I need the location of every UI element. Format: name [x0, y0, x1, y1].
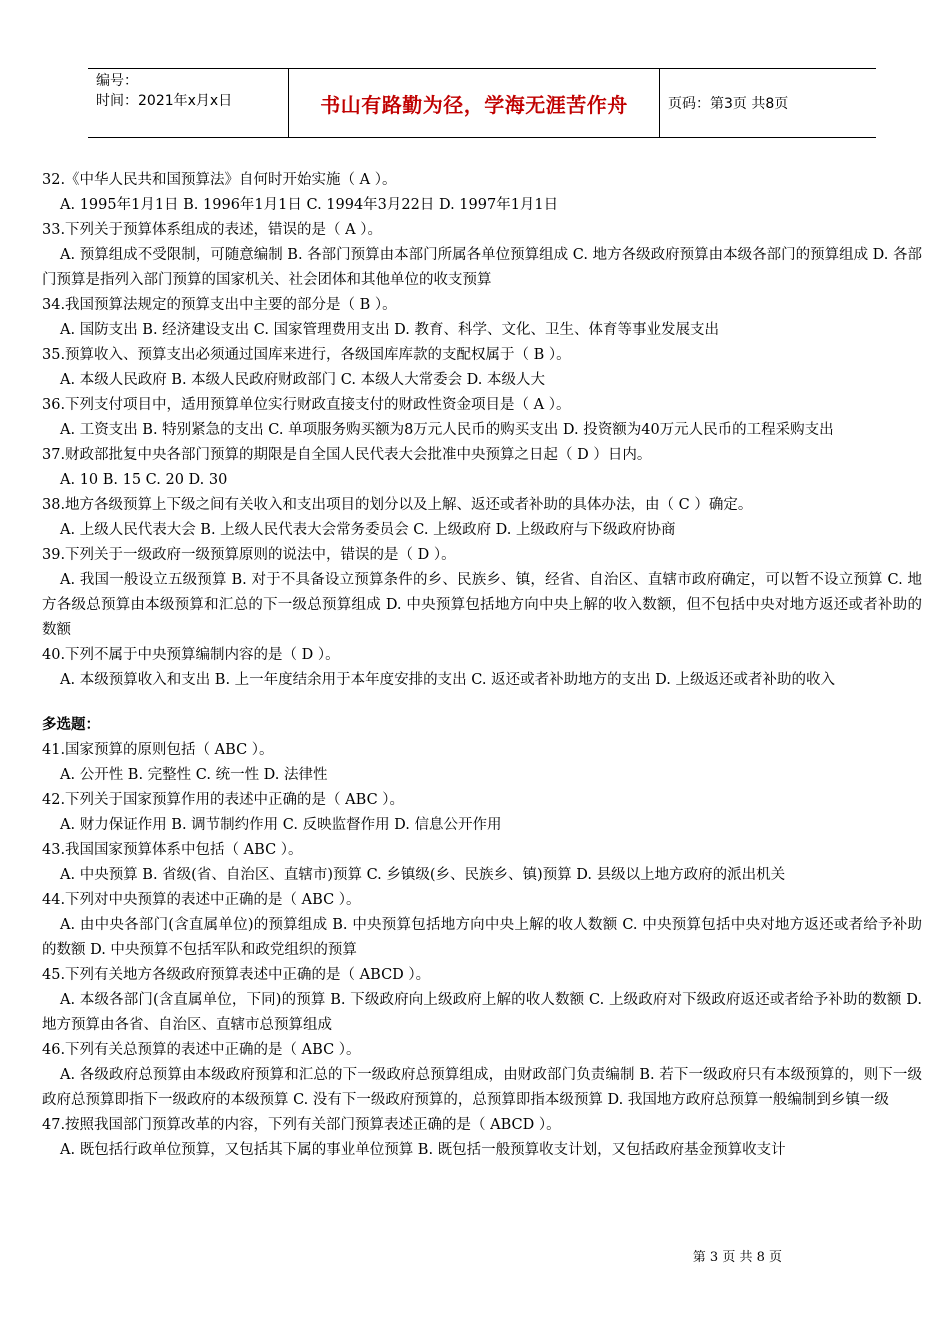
question-options: A. 10 B. 15 C. 20 D. 30	[60, 472, 228, 488]
motto: 书山有路勤为径，学海无涯苦作舟	[320, 92, 628, 117]
question-options: A. 财力保证作用 B. 调节制约作用 C. 反映监督作用 D. 信息公开作用	[60, 817, 502, 833]
multi-choice-group	[42, 738, 922, 1163]
header-page-cell	[660, 69, 876, 137]
question-text: 43.我国国家预算体系中包括（ ABC ）。	[42, 842, 303, 858]
question-options: A. 预算组成不受限制，可随意编制 B. 各部门预算由本部门所属各单位预算组成 C. 地方各级政府预算由本级各部门的预算组成 D. 各部门预算是指列入部门预算的国家机关、社会团体和其他单位的收支预算	[42, 247, 923, 288]
question-options: A. 国防支出 B. 经济建设支出 C. 国家管理费用支出 D. 教育、科学、文化、卫生、体育等事业发展支出	[60, 322, 720, 338]
question-options: A. 本级各部门(含直属单位，下同)的预算 B. 下级政府向上级政府上解的收人数额 C. 上级政府对下级政府返还或者给予补助的数额 D. 地方预算由各省、自治区、直辖市总预算组成	[42, 992, 922, 1033]
page-footer: 第 3 页 共 8 页	[692, 1250, 782, 1265]
question-text: 35.预算收入、预算支出必须通过国库来进行，各级国库库款的支配权属于（ B ）。	[42, 347, 571, 363]
question-text: 42.下列关于国家预算作用的表述中正确的是（ ABC ）。	[42, 792, 405, 808]
single-choice-group	[42, 168, 922, 693]
question-options: A. 既包括行政单位预算，又包括其下属的事业单位预算 B. 既包括一般预算收支计划，又包括政府基金预算收支计	[60, 1142, 786, 1158]
question-options: A. 我国一般设立五级预算 B. 对于不具备设立预算条件的乡、民族乡、镇，经省、自治区、直辖市政府确定，可以暂不设立预算 C. 地方各级总预算由本级预算和汇总的下一级总预算组成 D. 中央预算包括地方向中央上解的收入数额，但不包括中央对地方返还或者补助的数额	[42, 572, 922, 638]
question-text: 41.国家预算的原则包括（ ABC ）。	[42, 742, 274, 758]
header-meta	[88, 69, 288, 137]
question-text: 44.下列对中央预算的表述中正确的是（ ABC ）。	[42, 892, 361, 908]
header-motto-cell	[288, 69, 660, 137]
number-label: 编号：	[96, 73, 138, 89]
question-text: 47.按照我国部门预算改革的内容，下列有关部门预算表述正确的是（ ABCD ）。	[42, 1117, 561, 1133]
time-label: 时间：2021年x月x日	[96, 93, 233, 109]
question-text: 32.《中华人民共和国预算法》自何时开始实施（ A ）。	[42, 172, 397, 188]
question-options: A. 由中央各部门(含直属单位)的预算组成 B. 中央预算包括地方向中央上解的收人数额 C. 中央预算包括中央对地方返还或者给予补助的数额 D. 中央预算不包括军队和政党组织的预算	[42, 917, 922, 958]
section-title: 多选题：	[42, 717, 100, 733]
question-options: A. 本级人民政府 B. 本级人民政府财政部门 C. 本级人大常委会 D. 本级人大	[60, 372, 546, 388]
question-text: 39.下列关于一级政府一级预算原则的说法中，错误的是（ D ）。	[42, 547, 456, 563]
question-options: A. 工资支出 B. 特别紧急的支出 C. 单项服务购买额为8万元人民币的购买支出 D. 投资额为40万元人民币的工程采购支出	[60, 422, 834, 438]
question-text: 34.我国预算法规定的预算支出中主要的部分是（ B ）。	[42, 297, 397, 313]
question-options: A. 公开性 B. 完整性 C. 统一性 D. 法律性	[60, 767, 328, 783]
question-text: 36.下列支付项目中，适用预算单位实行财政直接支付的财政性资金项目是（ A ）。	[42, 397, 571, 413]
question-text: 38.地方各级预算上下级之间有关收入和支出项目的划分以及上解、返还或者补助的具体办法，由（ C ）确定。	[42, 497, 753, 513]
question-text: 45.下列有关地方各级政府预算表述中正确的是（ ABCD ）。	[42, 967, 431, 983]
page-info: 页码：第3页 共8页	[668, 96, 789, 112]
question-options: A. 各级政府总预算由本级政府预算和汇总的下一级政府总预算组成，由财政部门负责编制 B. 若下一级政府只有本级预算的，则下一级政府总预算即指下一级政府的本级预算 C. 没有下一级政府预算的，总预算即指本级预算 D. 我国地方政府总预算一般编制到乡镇一级	[42, 1067, 922, 1108]
question-text: 33.下列关于预算体系组成的表述，错误的是（ A ）。	[42, 222, 382, 238]
question-text: 40.下列不属于中央预算编制内容的是（ D ）。	[42, 647, 340, 663]
question-text: 37.财政部批复中央各部门预算的期限是自全国人民代表大会批准中央预算之日起（ D ）日内。	[42, 447, 652, 463]
question-options: A. 1995年1月1日 B. 1996年1月1日 C. 1994年3月22日 D. 1997年1月1日	[60, 197, 559, 213]
question-options: A. 中央预算 B. 省级(省、自治区、直辖市)预算 C. 乡镇级(乡、民族乡、镇)预算 D. 县级以上地方政府的派出机关	[60, 867, 786, 883]
question-list	[42, 168, 922, 1163]
question-options: A. 上级人民代表大会 B. 上级人民代表大会常务委员会 C. 上级政府 D. 上级政府与下级政府协商	[60, 522, 676, 538]
page-header	[88, 68, 876, 138]
question-options: A. 本级预算收入和支出 B. 上一年度结余用于本年度安排的支出 C. 返还或者补助地方的支出 D. 上级返还或者补助的收入	[60, 672, 836, 688]
question-text: 46.下列有关总预算的表述中正确的是（ ABC ）。	[42, 1042, 361, 1058]
